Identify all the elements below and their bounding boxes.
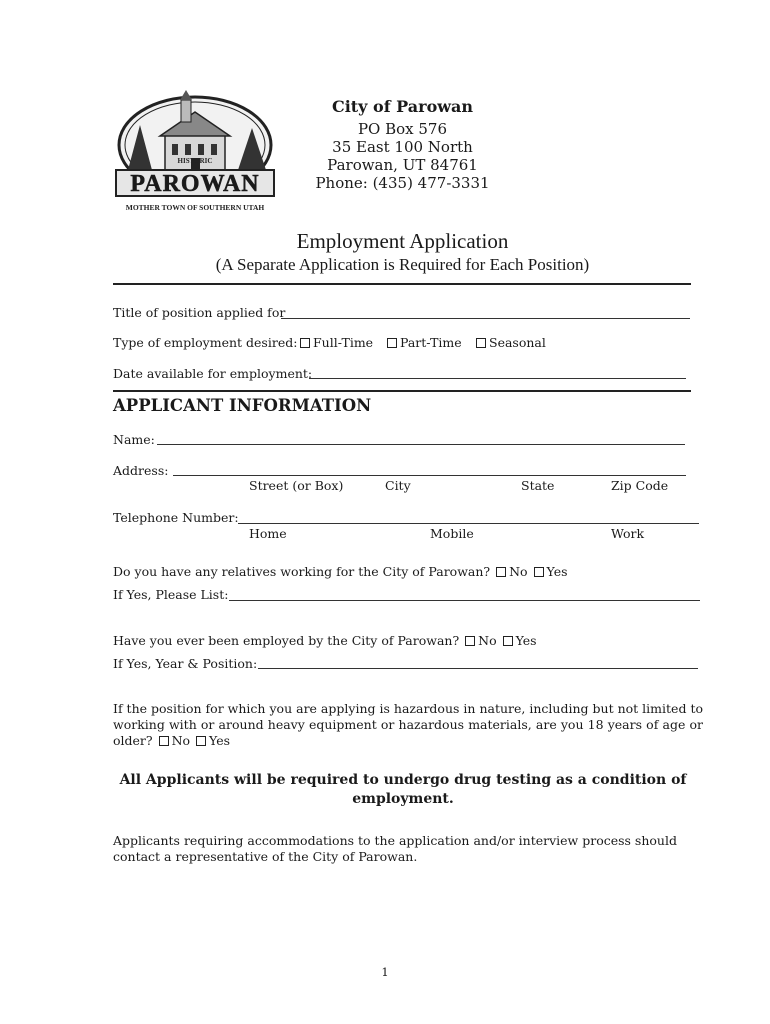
option-full-time[interactable]: Full-Time (298, 335, 373, 350)
org-name: City of Parowan (331, 97, 474, 116)
hazardous-question: If the position for which you are applying is hazardous in nature, including but not limited to working with or around heavy equipment or hazardous materials, are you 18 years of age or older? No Yes (113, 701, 703, 748)
accommodations-notice: Applicants requiring accommodations to the application and/or interview process should contact a representative of the City of Parowan. (113, 833, 677, 864)
employed-no-checkbox[interactable] (465, 636, 475, 646)
relatives-no-checkbox[interactable] (496, 567, 506, 577)
city-state-zip: Parowan, UT 84761 (327, 156, 478, 174)
svg-text:HISTORIC: HISTORIC (177, 157, 213, 165)
po-box: PO Box 576 (357, 120, 448, 138)
page-number: 1 (381, 965, 389, 979)
work-sublabel: Work (611, 526, 645, 541)
full-time-checkbox[interactable] (300, 338, 310, 348)
divider (113, 283, 691, 285)
parowan-logo (110, 90, 280, 215)
city-sublabel: City (385, 478, 411, 493)
relatives-list-label: If Yes, Please List: (113, 587, 229, 602)
relatives-yes-checkbox[interactable] (534, 567, 544, 577)
zip-code-sublabel: Zip Code (611, 478, 669, 493)
telephone-label: Telephone Number: (113, 510, 239, 525)
date-available-field[interactable] (309, 378, 686, 379)
street-sublabel: Street (or Box) (249, 478, 344, 493)
drug-testing-notice: All Applicants will be required to undergo drug testing as a condition of employment. (119, 772, 687, 807)
employed-question: Have you ever been employed by the City of Parowan? No Yes (113, 633, 537, 648)
employment-type-label: Type of employment desired: (113, 335, 298, 350)
title-of-position-label: Title of position applied for (113, 305, 286, 320)
phone-number: Phone: (435) 477-3331 (315, 174, 490, 192)
svg-text:MOTHER TOWN OF SOUTHERN UTAH: MOTHER TOWN OF SOUTHERN UTAH (125, 203, 265, 212)
seasonal-checkbox[interactable] (476, 338, 486, 348)
option-part-time[interactable]: Part-Time (385, 335, 462, 350)
name-field[interactable] (157, 444, 685, 445)
relatives-question: Do you have any relatives working for the City of Parowan? No Yes (113, 564, 568, 579)
hazardous-no-checkbox[interactable] (159, 736, 169, 746)
mobile-sublabel: Mobile (430, 526, 474, 541)
part-time-checkbox[interactable] (387, 338, 397, 348)
option-seasonal[interactable]: Seasonal (474, 335, 546, 350)
year-position-label: If Yes, Year & Position: (113, 656, 258, 671)
title-of-position-field[interactable] (281, 318, 690, 319)
state-sublabel: State (521, 478, 555, 493)
telephone-field[interactable] (238, 523, 699, 524)
address-field[interactable] (173, 475, 686, 476)
page-title: Employment Application (296, 229, 509, 253)
employed-yes-checkbox[interactable] (503, 636, 513, 646)
date-available-label: Date available for employment: (113, 366, 313, 381)
relatives-list-field[interactable] (229, 600, 700, 601)
historic-church-logo-icon (110, 90, 280, 215)
svg-text:PAROWAN: PAROWAN (130, 171, 260, 197)
address-label: Address: (113, 463, 169, 478)
home-sublabel: Home (249, 526, 287, 541)
year-position-field[interactable] (258, 668, 698, 669)
street-address: 35 East 100 North (332, 138, 473, 156)
hazardous-yes-checkbox[interactable] (196, 736, 206, 746)
page-subtitle: (A Separate Application is Required for Each Position) (215, 255, 590, 274)
divider (113, 390, 691, 392)
applicant-information-heading: APPLICANT INFORMATION (113, 396, 372, 415)
name-label: Name: (113, 432, 155, 447)
